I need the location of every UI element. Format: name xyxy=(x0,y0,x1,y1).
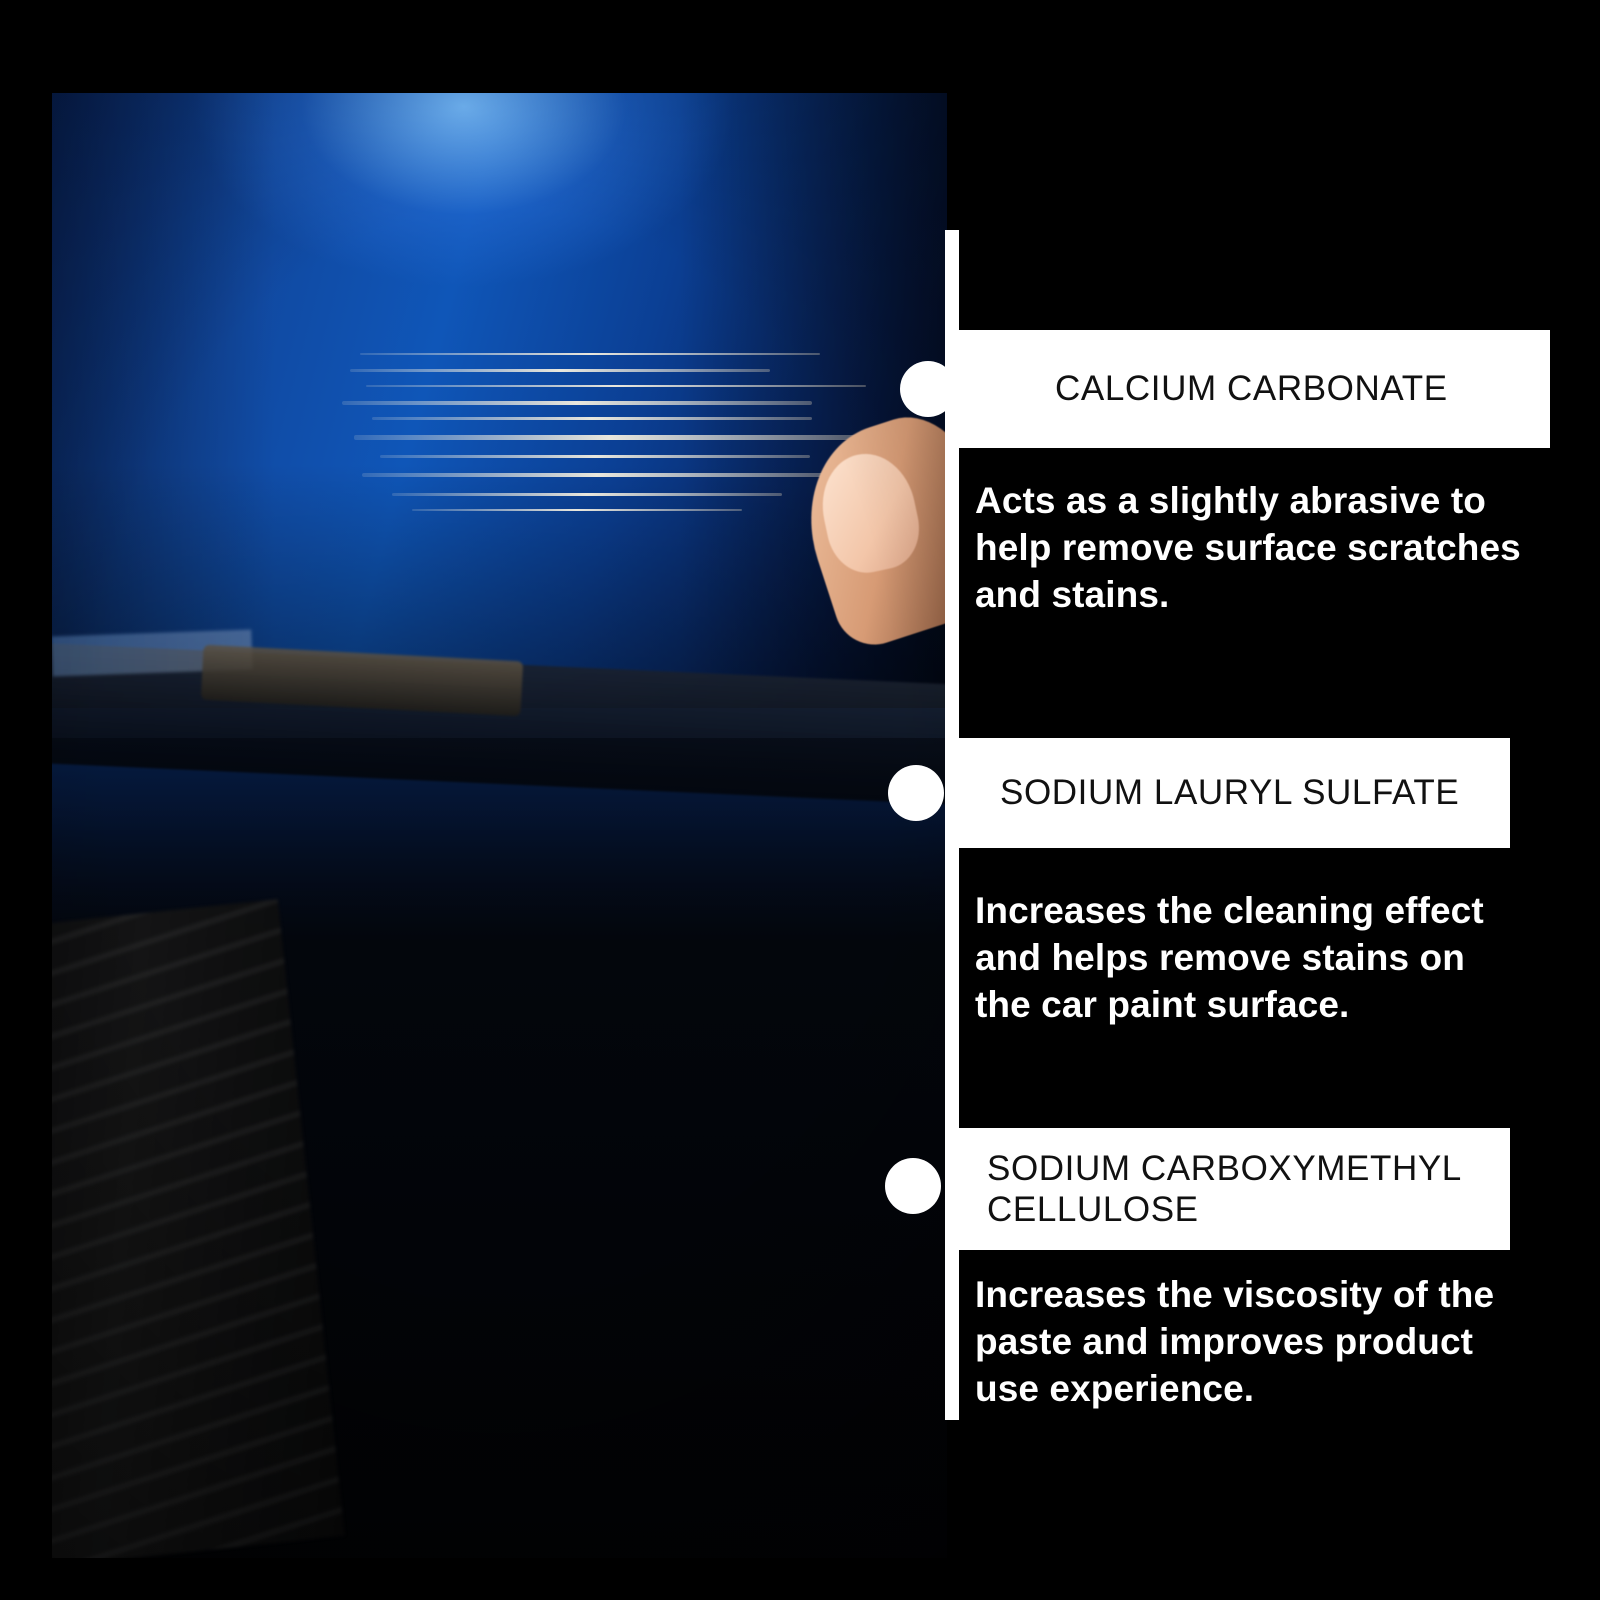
ingredient-bullet-dot-3 xyxy=(885,1158,941,1214)
ingredient-description-2: Increases the cleaning effect and helps remove stains on the car paint surface. xyxy=(975,890,1484,1025)
ingredient-description-3: Increases the viscosity of the paste and improves product use experience. xyxy=(975,1274,1495,1409)
ingredient-title-bar-2 xyxy=(945,738,1510,848)
ingredient-title-bar-1 xyxy=(945,330,1550,448)
ingredient-description-1: Acts as a slightly abrasive to help remove surface scratches and stains. xyxy=(975,480,1521,615)
ingredient-title-3: SODIUM CARBOXYMETHYL CELLULOSE xyxy=(987,1148,1461,1229)
ingredient-bullet-dot-1 xyxy=(900,361,956,417)
ingredient-bullet-dot-2 xyxy=(888,765,944,821)
photo-vignette xyxy=(52,93,947,1558)
ingredient-title-1: CALCIUM CARBONATE xyxy=(1055,369,1448,409)
product-demo-photo xyxy=(52,93,947,1558)
ingredient-title-bar-3 xyxy=(945,1128,1510,1250)
ingredient-title-2: SODIUM LAURYL SULFATE xyxy=(1000,773,1460,813)
